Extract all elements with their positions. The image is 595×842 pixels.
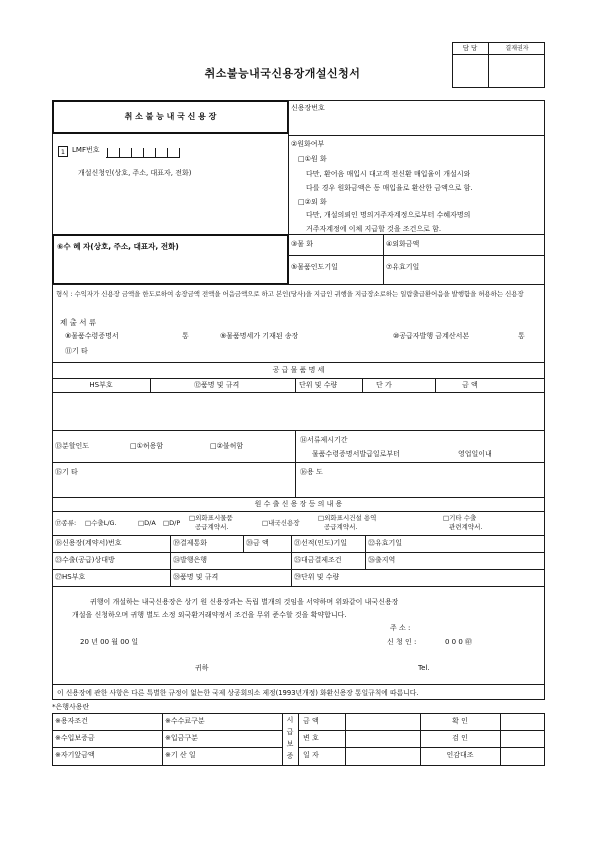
lc-number-label: 신용장번호 <box>291 104 325 112</box>
column-divider <box>150 378 151 392</box>
cell-divider <box>500 713 501 766</box>
cell-divider <box>383 234 384 284</box>
kind-export-lg-checkbox[interactable]: □수출L/G. <box>85 519 117 527</box>
addressee-label: 귀하 <box>195 664 209 672</box>
goods-other-label: ⑮기 타 <box>55 468 78 476</box>
partial-delivery-label: ⑬분할인도 <box>55 442 90 450</box>
seal-verification-label: 인감대조 <box>446 751 474 759</box>
rule-line <box>288 135 545 136</box>
settlement-currency-label: ⑲결제통화 <box>173 539 208 547</box>
guarantee-vertical-char: 시 <box>286 716 294 724</box>
presentation-period-unit: 영업일이내 <box>458 450 492 458</box>
presentation-period-text: 물품수령증명서발급일로부터 <box>312 450 400 458</box>
deposit-type-label: ※입금구분 <box>165 734 198 742</box>
rule-line <box>52 586 545 587</box>
pledge-line: 개설을 신청하오며 귀행 별도 소정 외국환거래약정서 조건을 무위 준수할 것을 확약합니다. <box>72 611 347 619</box>
cell-divider <box>162 713 163 766</box>
ucp-note: 이 신용장에 관한 사항은 다른 특별한 규정이 없는한 국제 상공회의소 제정(1993년개정) 화환신용장 통일규칙에 따름니다. <box>57 689 419 697</box>
rule-line <box>52 430 545 431</box>
lc-kind-label: ⑰종류: <box>55 519 77 527</box>
address-label: 주 소 : <box>390 624 411 632</box>
kind-dp-checkbox[interactable]: □D/P <box>163 519 181 527</box>
invoice-label: ⑨물품명세가 기재된 송장 <box>220 332 299 340</box>
krw-option-label: ②원화여부 <box>291 140 325 148</box>
field-number: 1 <box>60 148 66 156</box>
lmf-number-label: LMF번호 <box>72 146 100 154</box>
lmf-cell-divider <box>167 148 168 157</box>
guarantee-amount-label: 금 액 <box>303 717 319 725</box>
expiry-date-label: ⑦유효기일 <box>386 263 420 271</box>
cell-divider <box>291 535 292 586</box>
rule-line <box>52 747 282 748</box>
rule-line <box>52 284 545 285</box>
cell-divider <box>298 713 299 766</box>
cashier-check-amount-label: ※자기앞금액 <box>55 751 95 759</box>
lmf-cell-divider <box>155 148 156 157</box>
rule-line <box>52 552 545 553</box>
krw-note-line: 다를 경우 원화금액은 동 매입율로 환산한 금액으로 함. <box>306 184 473 192</box>
rule-line <box>52 511 545 512</box>
orig-amount-label: ⑳금 액 <box>246 539 269 547</box>
applicant-label: 개설신청인(상호, 주소, 대표자, 전화) <box>78 169 192 177</box>
shipment-date-label: ㉑선적(인도)기일 <box>294 539 348 547</box>
lmf-cell-divider <box>107 148 108 157</box>
confirm-label: 확 인 <box>452 717 468 725</box>
rule-line <box>298 747 545 748</box>
lmf-underline <box>106 157 180 158</box>
inspect-label: 검 인 <box>452 734 468 742</box>
approval-header-line <box>452 54 545 55</box>
telephone-label: Tel. <box>418 664 430 672</box>
delivery-date-label: ⑤물품인도기일 <box>291 263 338 271</box>
start-date-label: ※기 산 일 <box>165 751 196 759</box>
guarantee-number-label: 변 호 <box>303 734 319 742</box>
lmf-cell-divider <box>131 148 132 157</box>
fx-checkbox[interactable]: □②외 화 <box>298 198 327 206</box>
fee-type-label: ※수수료구분 <box>165 717 205 725</box>
tax-invoice-copies-unit: 통 <box>518 332 525 340</box>
kind-other-export-line2: 관련계약서. <box>449 523 483 531</box>
krw-checkbox[interactable]: □①원 화 <box>298 155 327 163</box>
cell-divider <box>295 430 296 497</box>
orig-description-label: ㉘품명 및 규격 <box>173 573 219 581</box>
rule-line <box>52 362 545 363</box>
goods-col-description: ⑫품명 및 규격 <box>194 381 240 389</box>
column-divider <box>362 378 363 392</box>
goods-section-title: 공 급 물 품 명 세 <box>272 366 325 374</box>
guarantee-date-label: 일 자 <box>303 751 319 759</box>
goods-col-hs-code: HS부호 <box>89 381 113 389</box>
kind-other-export-checkbox[interactable]: □기타 수출 <box>443 514 477 522</box>
applicant-signature-label: 신 청 인 : <box>387 638 417 646</box>
tax-invoice-label: ⑩공급자발행 금계산서본 <box>393 332 470 340</box>
rule-line <box>288 234 545 235</box>
presentation-period-label: ⑭서류제시기간 <box>300 436 348 444</box>
original-lc-title: 원 수 출 신 용 장 등 의 내 용 <box>254 500 343 508</box>
orig-hs-code-label: ㉗HS부호 <box>55 573 86 581</box>
purpose-label: ⑯용 도 <box>300 468 323 476</box>
rule-line <box>52 378 545 379</box>
fx-note-line: 거주자계정에 이체 지급할 것을 조건으로 함. <box>306 225 442 233</box>
field-number-box <box>58 146 68 157</box>
rule-line <box>52 569 545 570</box>
cell-divider <box>243 535 244 552</box>
fx-amount-label: ④외화금액 <box>386 240 420 248</box>
loan-terms-label: ※용자조건 <box>55 717 88 725</box>
export-region-label: ㉖출지역 <box>368 556 396 564</box>
rule-line <box>288 255 545 256</box>
partial-deny-checkbox[interactable]: □②불허함 <box>210 442 244 450</box>
application-date: 20 년 00 월 00 일 <box>80 638 139 646</box>
kind-construction-contract-checkbox[interactable]: □외화표시건설 용역 <box>318 514 377 522</box>
guarantee-vertical-char: 증 <box>286 752 294 760</box>
lc-type-label: 취 소 불 능 내 국 신 용 장 <box>124 112 217 121</box>
orig-quantity-label: ㉙단위 및 수량 <box>294 573 340 581</box>
documents-label: 제 출 서 류 <box>60 318 97 327</box>
orig-lc-number-label: ⑱신용장(계약서)번호 <box>55 539 122 547</box>
guarantee-vertical-char: 보 <box>286 740 294 748</box>
rule-line <box>52 730 282 731</box>
goods-col-amount: 금 액 <box>462 381 478 389</box>
guarantee-vertical-char: 급 <box>286 728 294 736</box>
partial-allow-checkbox[interactable]: □①허용함 <box>130 442 164 450</box>
orig-expiry-label: ㉒유효기일 <box>368 539 403 547</box>
column-divider <box>435 378 436 392</box>
bank-use-title: *은행사용란 <box>52 703 90 711</box>
other-documents-label: ⑪기 타 <box>65 347 88 355</box>
fx-note-line: 다만, 개설의뢰인 명의거주자계정으로부터 수혜자명의 <box>306 211 471 219</box>
receipt-copies-unit: 통 <box>182 332 189 340</box>
lmf-cell-divider <box>143 148 144 157</box>
rule-line <box>52 392 545 393</box>
pledge-line: 귀행이 개설하는 내국신용장은 상기 원 신용장과는 독립 별개의 것임을 서약하며 위와같이 내국신용장 <box>90 598 399 606</box>
currency-label: ③물 화 <box>291 240 314 248</box>
rule-line <box>52 497 545 498</box>
goods-col-unit-price: 단 가 <box>376 381 392 389</box>
kind-fx-supply-contract-checkbox[interactable]: □외화표시물품 <box>189 514 233 522</box>
approval-staff-label: 담 당 <box>462 44 478 52</box>
lmf-cell-divider <box>119 148 120 157</box>
kind-fx-supply-contract-line2: 공급계약서. <box>195 523 229 531</box>
rule-line <box>52 535 545 536</box>
approval-approver-label: 결재권자 <box>505 45 529 52</box>
receipt-certificate-label: ⑧물품수령증명서 <box>65 332 119 340</box>
cell-divider <box>345 713 346 766</box>
export-counterparty-label: ㉓수출(공급)상대방 <box>55 556 115 564</box>
document-title: 취소불능내국신용장개설신청서 <box>204 67 361 80</box>
lmf-cell-divider <box>179 148 180 157</box>
import-deposit-label: ※수입보증금 <box>55 734 95 742</box>
kind-construction-contract-line2: 공급계약서. <box>324 523 358 531</box>
issuing-bank-label: ㉔발행은행 <box>173 556 208 564</box>
form-terms-text: 형식 : 수익자가 신용장 금액을 한도로하여 송장금액 전액을 어음금액으로 하고 본인(당사)을 지급인 귀행을 지급장소로하는 일람출급환어음을 발행함을 허용하는 신용장 <box>56 290 524 298</box>
rule-line <box>52 462 545 463</box>
goods-col-quantity: 단위 및 수량 <box>299 381 338 389</box>
rule-line <box>52 684 545 685</box>
krw-note-line: 다만, 환어음 매입시 대고객 전신환 매입율이 개설시와 <box>306 170 471 178</box>
rule-line <box>298 730 545 731</box>
applicant-name-seal: 0 0 0 ㊞ <box>445 638 473 646</box>
kind-da-checkbox[interactable]: □D/A <box>138 519 156 527</box>
cell-divider <box>170 535 171 586</box>
kind-local-lc-checkbox[interactable]: □내국신용장 <box>262 519 300 527</box>
column-divider <box>295 378 296 392</box>
beneficiary-label: ⑥수 혜 자(상호, 주소, 대표자, 전화) <box>57 242 179 251</box>
payment-terms-label: ㉕대금결제조건 <box>294 556 342 564</box>
